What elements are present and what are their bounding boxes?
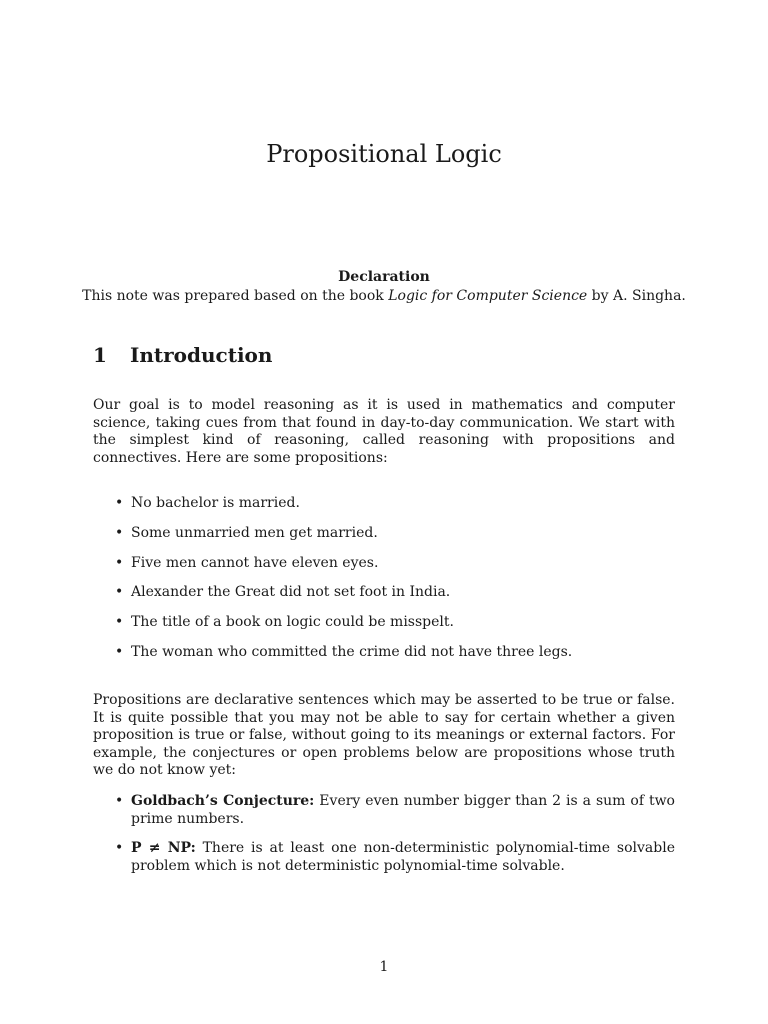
conjectures-list — [93, 793, 675, 887]
list-item-text: Alexander the Great did not set foot in India. — [131, 584, 451, 601]
list-item — [93, 840, 675, 875]
list-item — [93, 525, 675, 543]
list-item-text: The title of a book on logic could be misspelt. — [131, 614, 454, 631]
bullet-icon: • — [115, 840, 124, 856]
book-title: Logic for Computer Science — [388, 288, 588, 304]
section-title: Introduction — [130, 343, 273, 367]
conjecture-text: There is at least one non-deterministic polynomial-time solvable problem which is not deterministic polynomial-time solvable. — [131, 840, 675, 874]
list-item-text: Some unmarried men get married. — [131, 524, 378, 541]
propositions-paragraph: Propositions are declarative sentences which may be asserted to be true or false. It is quite possible that you may not be able to say for certain whether a given proposition is true or false, without going to its meanings or external factors. For example, the conjectures or open problems below are propositions whose truth we do not know yet: — [93, 692, 675, 778]
list-item — [93, 614, 675, 632]
declaration-text-after: by A. Singha. — [587, 288, 686, 304]
bullet-icon: • — [115, 793, 124, 809]
conjecture-text: Every even number bigger than 2 is a sum of two prime numbers. — [131, 793, 675, 827]
bullet-icon: • — [115, 524, 124, 541]
bullet-icon: • — [115, 554, 124, 571]
list-item-text: The woman who committed the crime did not have three legs. — [131, 643, 573, 660]
declaration-text — [0, 287, 768, 305]
list-item-text: Five men cannot have eleven eyes. — [131, 554, 379, 571]
declaration-text-before: This note was prepared based on the book — [82, 288, 389, 304]
conjecture-label: Goldbach’s Conjecture: — [131, 793, 315, 809]
list-item-text: No bachelor is married. — [131, 495, 300, 511]
conjecture-label: P ≠ NP: — [131, 840, 196, 856]
section-number: 1 — [93, 343, 107, 367]
bullet-icon: • — [115, 614, 124, 631]
list-item — [93, 495, 675, 513]
list-item — [93, 555, 675, 573]
declaration-heading: Declaration — [338, 269, 430, 285]
document-title: Propositional Logic — [266, 140, 502, 168]
list-item — [93, 644, 675, 662]
section-heading — [93, 341, 272, 369]
list-item — [93, 584, 675, 602]
list-item — [93, 793, 675, 828]
propositions-list — [93, 495, 675, 674]
intro-paragraph: Our goal is to model reasoning as it is used in mathematics and computer science, taking cues from that found in day-to-day communication. We start with the simplest kind of reasoning, called reasoning with propositions and connectives. Here are some propositions: — [93, 397, 675, 466]
bullet-icon: • — [115, 495, 124, 511]
bullet-icon: • — [115, 584, 124, 601]
page-number: 1 — [379, 959, 389, 975]
bullet-icon: • — [115, 643, 124, 660]
